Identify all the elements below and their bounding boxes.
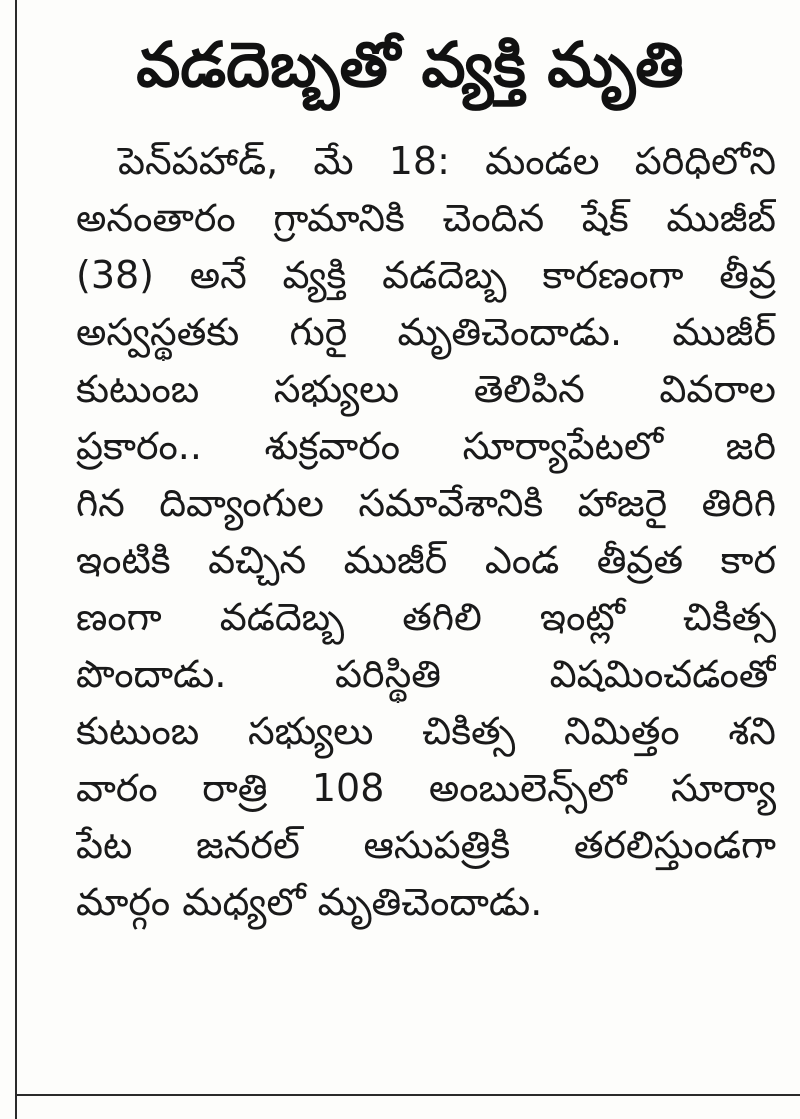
article-line: ణంగా వడదెబ్బ తగిలి ఇంట్లో చికిత్స: [76, 595, 776, 639]
article-line: అనంతారం గ్రామానికి చెందిన షేక్ ముజీబ్: [76, 196, 776, 240]
article-line: మార్గం మధ్యలో మృతిచెందాడు.: [76, 880, 543, 924]
article-line: కుటుంబ సభ్యులు చికిత్స నిమిత్తం శని: [76, 709, 776, 753]
article-line: పేట జనరల్ ఆసుపత్రికి తరలిస్తుండగా: [76, 823, 776, 867]
article-line: ఇంటికి వచ్చిన ముజీర్ ఎండ తీవ్రత కార: [76, 538, 776, 582]
article-line: (38) అనే వ్యక్తి వడదెబ్బ కారణంగా తీవ్ర: [76, 253, 776, 297]
article-line: గిన దివ్యాంగుల సమావేశానికి హాజరై తిరిగి: [76, 481, 776, 525]
article-line: పెన్‌పహాడ్, మే 18: మండల పరిధిలోని: [118, 139, 776, 183]
article-line: కుటుంబ సభ్యులు తెలిపిన వివరాల: [76, 367, 776, 411]
article-body: [76, 133, 776, 931]
column-rule-bottom: [15, 1094, 800, 1096]
column-rule-left: [15, 0, 17, 1119]
article-line: అస్వస్థతకు గురై మృతిచెందాడు. ముజీర్: [76, 310, 776, 354]
article-line: ప్రకారం.. శుక్రవారం సూర్యాపేటలో జరి: [76, 424, 776, 468]
article-line: పొందాడు. పరిస్థితి విషమించడంతో: [76, 652, 776, 696]
headline: వడదెబ్బతో వ్యక్తి మృతి: [136, 28, 684, 101]
article-line: వారం రాత్రి 108 అంబులెన్స్‌లో సూర్యా: [76, 766, 776, 810]
